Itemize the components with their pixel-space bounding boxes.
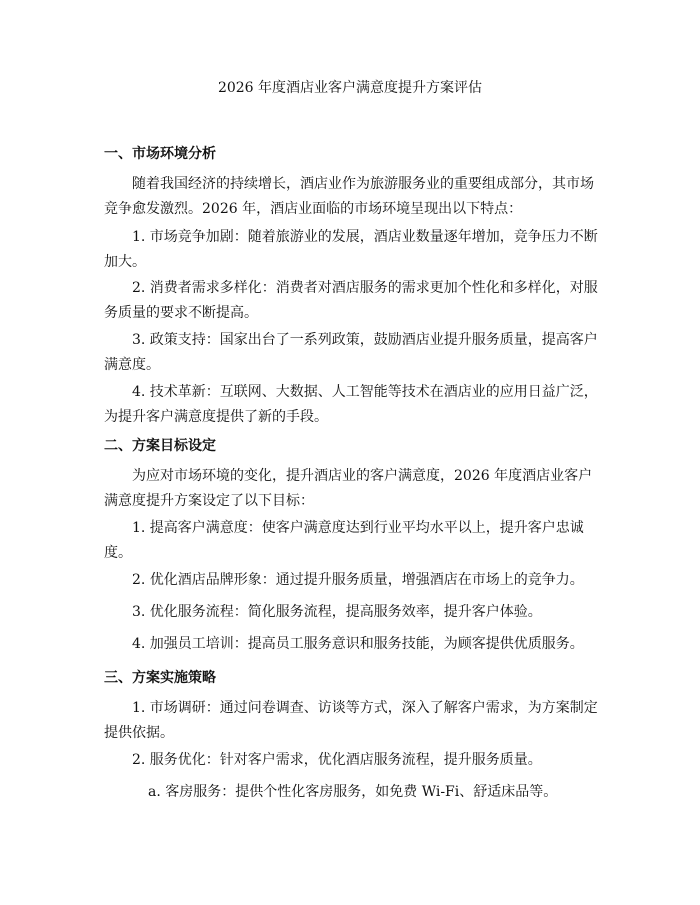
paragraph: 随着我国经济的持续增长，酒店业作为旅游服务业的重要组成部分，其市场竞争愈发激烈。2026 年，酒店业面临的市场环境呈现出以下特点： bbox=[104, 176, 594, 217]
section-heading-market: 一、市场环境分析 bbox=[104, 146, 216, 162]
paragraph: 为应对市场环境的变化，提升酒店业的客户满意度，2026 年度酒店业客户满意度提升方案设定了以下目标： bbox=[104, 468, 593, 509]
section-heading-strategy: 三、方案实施策略 bbox=[104, 670, 216, 686]
list-item: 2. 消费者需求多样化：消费者对酒店服务的需求更加个性化和多样化，对服务质量的要求不断提高。 bbox=[104, 280, 598, 321]
list-item: 1. 市场竞争加剧：随着旅游业的发展，酒店业数量逐年增加，竞争压力不断加大。 bbox=[104, 229, 598, 270]
list-item: 3. 政策支持：国家出台了一系列政策，鼓励酒店业提升服务质量，提高客户满意度。 bbox=[104, 332, 598, 373]
list-item: 4. 技术革新：互联网、大数据、人工智能等技术在酒店业的应用日益广泛，为提升客户满意度提供了新的手段。 bbox=[104, 384, 598, 425]
list-item: 1. 提高客户满意度：使客户满意度达到行业平均水平以上，提升客户忠诚度。 bbox=[104, 520, 584, 561]
list-item: 3. 优化服务流程：简化服务流程，提高服务效率，提升客户体验。 bbox=[132, 604, 542, 620]
list-item: 1. 市场调研：通过问卷调查、访谈等方式，深入了解客户需求，为方案制定提供依据。 bbox=[104, 700, 598, 741]
list-item: 2. 优化酒店品牌形象：通过提升服务质量，增强酒店在市场上的竞争力。 bbox=[132, 572, 584, 588]
list-item: 2. 服务优化：针对客户需求，优化酒店服务流程，提升服务质量。 bbox=[132, 752, 542, 768]
document-title: 2026 年度酒店业客户满意度提升方案评估 bbox=[217, 80, 483, 96]
section-heading-goals: 二、方案目标设定 bbox=[104, 438, 216, 454]
list-item: 4. 加强员工培训：提高员工服务意识和服务技能，为顾客提供优质服务。 bbox=[132, 636, 584, 652]
sub-list-item: a. 客房服务：提供个性化客房服务，如免费 Wi-Fi、舒适床品等。 bbox=[148, 784, 558, 800]
